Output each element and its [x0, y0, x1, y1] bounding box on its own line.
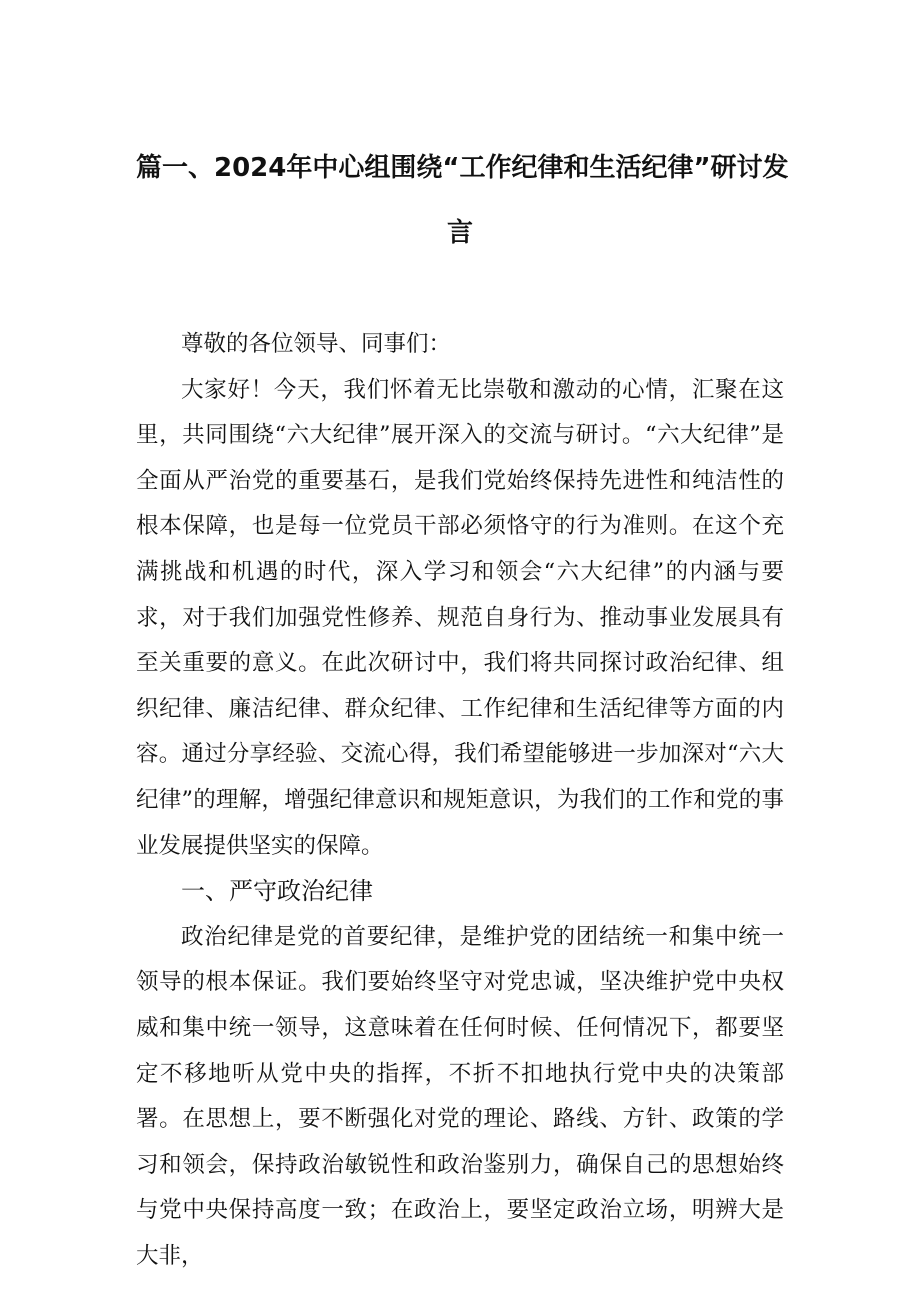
document-title-line-1: 篇一、2024年中心组围绕“工作纪律和生活纪律”研讨发	[136, 153, 789, 183]
document-title-line-2: 言	[447, 218, 474, 248]
greeting: 尊敬的各位领导、同事们：	[181, 331, 452, 357]
paragraph-introduction: 大家好！今天，我们怀着无比崇敬和激动的心情，汇聚在这里，共同围绕“六大纪律”展开深入的交流与研讨。“六大纪律”是全面从严治党的重要基石，是我们党始终保持先进性和纯洁性的根本保障，也是每一位党员干部必须恪守的行为准则。在这个充满挑战和机遇的时代，深入学习和领会“六大纪律”的内涵与要求，对于我们加强党性修养、规范自身行为、推动事业发展具有至关重要的意义。在此次研讨中，我们将共同探讨政治纪律、组织纪律、廉洁纪律、群众纪律、工作纪律和生活纪律等方面的内容。通过分享经验、交流心得，我们希望能够进一步加深对“六大纪律”的理解，增强纪律意识和规矩意识，为我们的工作和党的事业发展提供坚实的保障。	[136, 376, 784, 859]
section-heading-political-discipline: 一、严守政治纪律	[181, 877, 373, 906]
document-body	[136, 322, 784, 1279]
paragraph-political-discipline: 政治纪律是党的首要纪律，是维护党的团结统一和集中统一领导的根本保证。我们要始终坚守对党忠诚，坚决维护党中央权威和集中统一领导，这意味着在任何时候、任何情况下，都要坚定不移地听从党中央的指挥，不折不扣地执行党中央的决策部署。在思想上，要不断强化对党的理论、路线、方针、政策的学习和领会，保持政治敏锐性和政治鉴别力，确保自己的思想始终与党中央保持高度一致；在政治上，要坚定政治立场，明辨大是大非，	[136, 923, 784, 1269]
